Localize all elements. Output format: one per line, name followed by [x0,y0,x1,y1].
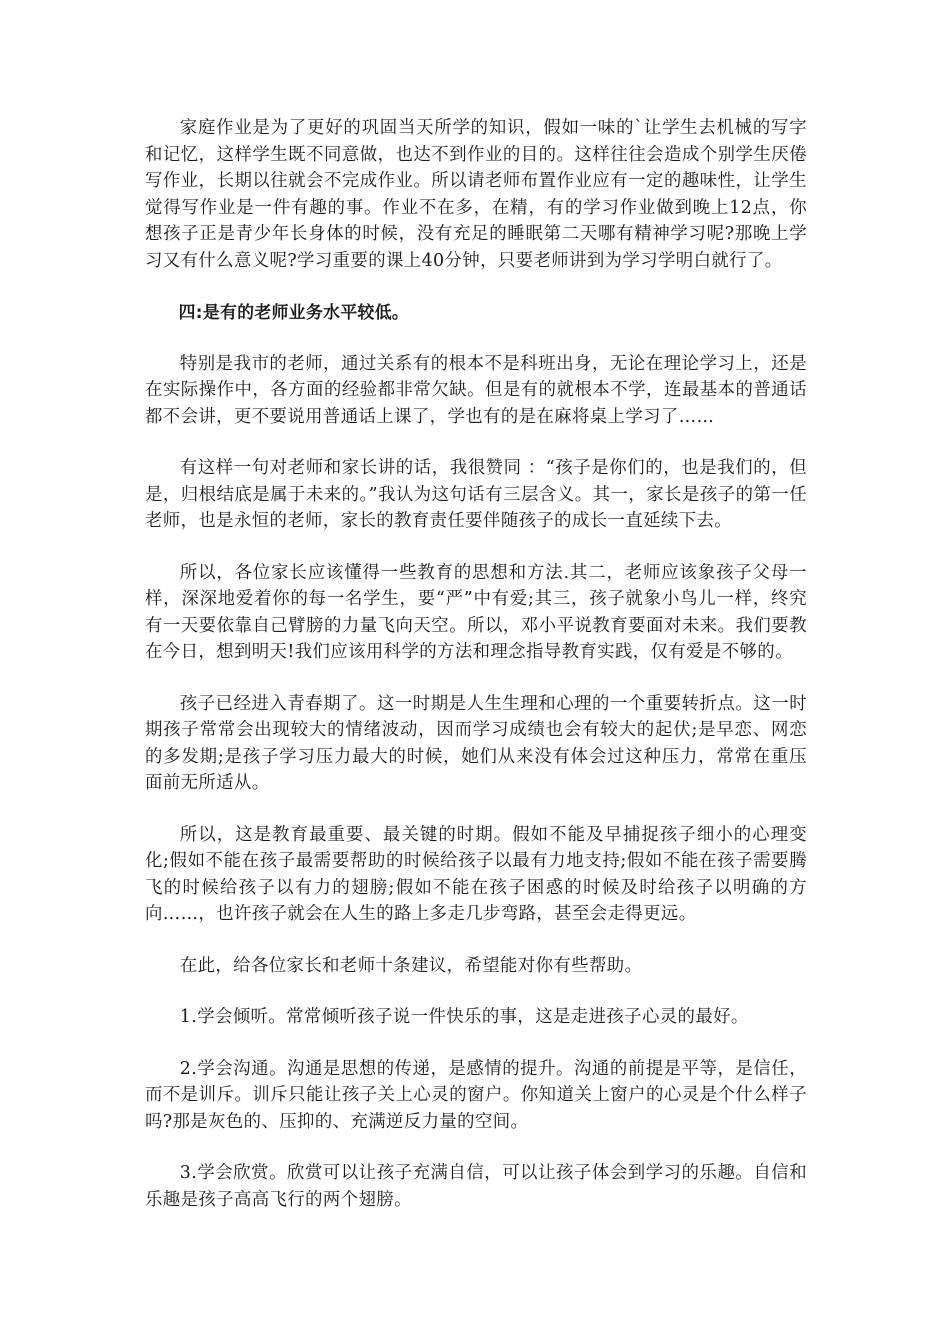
paragraph-teachers-experience: 特别是我市的老师，通过关系有的根本不是科班出身，无论在理论学习上，还是在实际操作中，各方面的经验都非常欠缺。但是有的就根本不学，连最基本的普通话都不会讲，更不要说用普通话上课了，学也有的是在麻将桌上学习了…… [145,353,807,427]
paragraph-quote: 有这样一句对老师和家长讲的话，我很赞同 ：“孩子是你们的，也是我们的，但是，归根结底是属于未来的。”我认为这句话有三层含义。其一，家长是孩子的第一任老师，也是永恒的老师，家长的教育责任要伴随孩子的成长一直延续下去。 [145,458,807,531]
list-item-listen: 1.学会倾听。常常倾听孩子说一件快乐的事，这是走进孩子心灵的最好。 [179,1007,749,1027]
paragraph-homework: 家庭作业是为了更好的巩固当天所学的知识，假如一味的`让学生去机械的写字和记忆，这样学生既不同意做，也达不到作业的目的。这样往往会造成个别学生厌倦写作业，长期以往就会不完成作业。所以请老师布置作业应有一定的趣味性，让学生觉得写作业是一件有趣的事。作业不在多，在精，有的学习作业做到晚上12点，你想孩子正是青少年长身体的时候，没有充足的睡眠第二天哪有精神学习呢?那晚上学习又有什么意义呢?学习重要的课上40分钟，只要老师讲到为学习学明白就行了。 [145,118,807,271]
section-heading-teacher-level: 四:是有的老师业务水平较低。 [178,302,410,322]
paragraph-adolescence: 孩子已经进入青春期了。这一时期是人生生理和心理的一个重要转折点。这一时期孩子常常会出现较大的情绪波动，因而学习成绩也会有较大的起伏;是早恋、网恋的多发期;是孩子学习压力最大的时候，她们从来没有体会过这种压力，常常在重压面前无所适从。 [145,693,807,793]
paragraph-suggestions-intro: 在此，给各位家长和老师十条建议，希望能对你有些帮助。 [179,955,643,976]
list-item-appreciate: 3.学会欣赏。欣赏可以让孩子充满自信，可以让孩子体会到学习的乐趣。自信和乐趣是孩子高高飞行的两个翅膀。 [145,1163,807,1210]
list-item-communicate: 2.学会沟通。沟通是思想的传递，是感情的提升。沟通的前提是平等，是信任，而不是训斥。训斥只能让孩子关上心灵的窗户。你知道关上窗户的心灵是个什么样子吗?那是灰色的、压抑的、充满逆反力量的空间。 [145,1058,807,1132]
paragraph-critical-period: 所以，这是教育最重要、最关键的时期。假如不能及早捕捉孩子细小的心理变化;假如不能在孩子最需要帮助的时候给孩子以最有力地支持;假如不能在孩子需要腾飞的时候给孩子以有力的翅膀;假如不能在孩子困惑的时候及时给孩子以明确的方向……，也许孩子就会在人生的路上多走几步弯路，甚至会走得更远。 [145,824,807,924]
document-page [145,115,807,1238]
paragraph-education-methods: 所以，各位家长应该懂得一些教育的思想和方法.其二，老师应该象孩子父母一样，深深地爱着你的每一名学生，要“严”中有爱;其三，孩子就象小鸟儿一样，终究有一天要依靠自己臂膀的力量飞向天空。所以，邓小平说教育要面对未来。我们要教在今日，想到明天!我们应该用科学的方法和理念指导教育实践，仅有爱是不够的。 [145,562,807,662]
